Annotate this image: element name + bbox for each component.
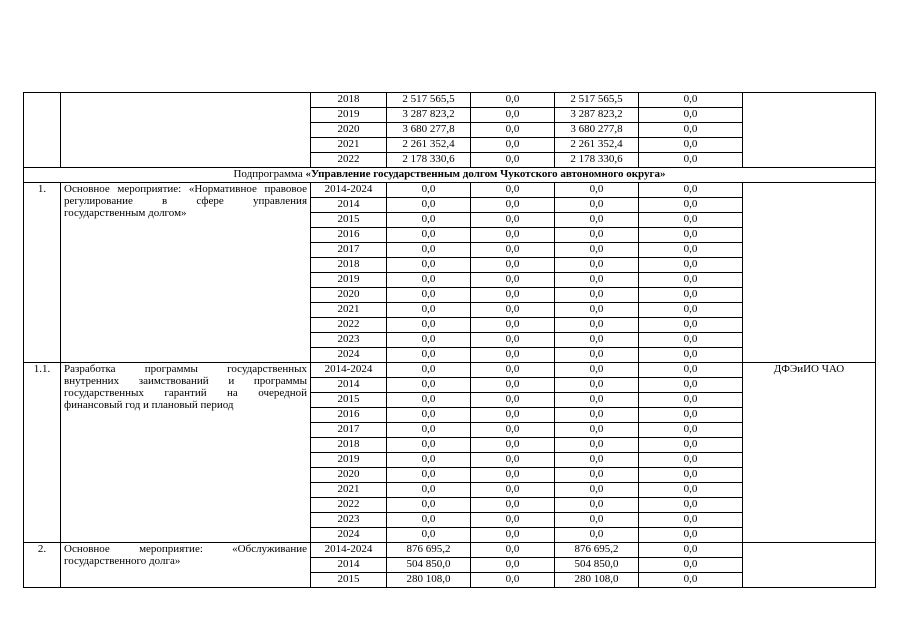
year-cell: 2020 (311, 468, 387, 483)
subprogram-row (24, 168, 876, 183)
regional-budget-cell: 3 680 277,8 (555, 123, 639, 138)
total-cell: 0,0 (387, 438, 471, 453)
other-sources-cell: 0,0 (639, 363, 743, 378)
year-cell: 2020 (311, 288, 387, 303)
other-sources-cell: 0,0 (639, 333, 743, 348)
federal-budget-cell: 0,0 (471, 93, 555, 108)
total-cell: 0,0 (387, 198, 471, 213)
regional-budget-cell: 0,0 (555, 483, 639, 498)
year-cell: 2019 (311, 108, 387, 123)
other-sources-cell: 0,0 (639, 393, 743, 408)
regional-budget-cell: 2 517 565,5 (555, 93, 639, 108)
other-sources-cell: 0,0 (639, 318, 743, 333)
total-cell: 0,0 (387, 273, 471, 288)
regional-budget-cell: 0,0 (555, 183, 639, 198)
federal-budget-cell: 0,0 (471, 513, 555, 528)
federal-budget-cell: 0,0 (471, 273, 555, 288)
regional-budget-cell: 3 287 823,2 (555, 108, 639, 123)
other-sources-cell: 0,0 (639, 303, 743, 318)
federal-budget-cell: 0,0 (471, 558, 555, 573)
federal-budget-cell: 0,0 (471, 228, 555, 243)
total-cell: 3 680 277,8 (387, 123, 471, 138)
other-sources-cell: 0,0 (639, 513, 743, 528)
federal-budget-cell: 0,0 (471, 198, 555, 213)
federal-budget-cell: 0,0 (471, 498, 555, 513)
other-sources-cell: 0,0 (639, 408, 743, 423)
year-cell: 2016 (311, 408, 387, 423)
federal-budget-cell: 0,0 (471, 573, 555, 588)
regional-budget-cell: 0,0 (555, 288, 639, 303)
year-cell: 2015 (311, 573, 387, 588)
total-cell: 876 695,2 (387, 543, 471, 558)
federal-budget-cell: 0,0 (471, 183, 555, 198)
item-name-cell (61, 93, 311, 168)
item-number-cell: 2. (24, 543, 61, 588)
year-cell: 2018 (311, 258, 387, 273)
other-sources-cell: 0,0 (639, 228, 743, 243)
total-cell: 0,0 (387, 303, 471, 318)
total-cell: 0,0 (387, 468, 471, 483)
federal-budget-cell: 0,0 (471, 483, 555, 498)
year-cell: 2021 (311, 303, 387, 318)
regional-budget-cell: 0,0 (555, 273, 639, 288)
regional-budget-cell: 0,0 (555, 333, 639, 348)
federal-budget-cell: 0,0 (471, 213, 555, 228)
federal-budget-cell: 0,0 (471, 348, 555, 363)
other-sources-cell: 0,0 (639, 378, 743, 393)
regional-budget-cell: 280 108,0 (555, 573, 639, 588)
other-sources-cell: 0,0 (639, 543, 743, 558)
federal-budget-cell: 0,0 (471, 333, 555, 348)
other-sources-cell: 0,0 (639, 498, 743, 513)
item-number-cell: 1. (24, 183, 61, 363)
other-sources-cell: 0,0 (639, 108, 743, 123)
regional-budget-cell: 0,0 (555, 213, 639, 228)
regional-budget-cell: 0,0 (555, 243, 639, 258)
other-sources-cell: 0,0 (639, 123, 743, 138)
regional-budget-cell: 0,0 (555, 423, 639, 438)
year-cell: 2019 (311, 273, 387, 288)
regional-budget-cell: 0,0 (555, 468, 639, 483)
federal-budget-cell: 0,0 (471, 543, 555, 558)
regional-budget-cell: 0,0 (555, 408, 639, 423)
year-cell: 2014-2024 (311, 183, 387, 198)
regional-budget-cell: 0,0 (555, 528, 639, 543)
federal-budget-cell: 0,0 (471, 378, 555, 393)
year-cell: 2017 (311, 243, 387, 258)
total-cell: 280 108,0 (387, 573, 471, 588)
other-sources-cell: 0,0 (639, 528, 743, 543)
federal-budget-cell: 0,0 (471, 423, 555, 438)
regional-budget-cell: 2 261 352,4 (555, 138, 639, 153)
year-cell: 2018 (311, 93, 387, 108)
federal-budget-cell: 0,0 (471, 258, 555, 273)
total-cell: 0,0 (387, 513, 471, 528)
federal-budget-cell: 0,0 (471, 288, 555, 303)
regional-budget-cell: 0,0 (555, 228, 639, 243)
year-cell: 2021 (311, 138, 387, 153)
total-cell: 0,0 (387, 528, 471, 543)
other-sources-cell: 0,0 (639, 573, 743, 588)
item-name-cell: Разработка программы государственных внутренних заимствований и программы государственных гарантий на очередной финансовый год и плановый период (61, 363, 311, 543)
federal-budget-cell: 0,0 (471, 108, 555, 123)
federal-budget-cell: 0,0 (471, 438, 555, 453)
other-sources-cell: 0,0 (639, 468, 743, 483)
subprogram-heading-cell (24, 168, 876, 183)
federal-budget-cell: 0,0 (471, 453, 555, 468)
subprogram-title: «Управление государственным долгом Чукотского автономного округа» (305, 168, 666, 180)
regional-budget-cell: 0,0 (555, 378, 639, 393)
regional-budget-cell: 0,0 (555, 318, 639, 333)
year-cell: 2022 (311, 153, 387, 168)
other-sources-cell: 0,0 (639, 243, 743, 258)
year-cell: 2014 (311, 198, 387, 213)
total-cell: 2 178 330,6 (387, 153, 471, 168)
item-number-cell (24, 93, 61, 168)
total-cell: 504 850,0 (387, 558, 471, 573)
other-sources-cell: 0,0 (639, 138, 743, 153)
item-name-cell: Основное мероприятие: «Нормативное правовое регулирование в сфере управления государственным долгом» (61, 183, 311, 363)
regional-budget-cell: 0,0 (555, 513, 639, 528)
total-cell: 2 261 352,4 (387, 138, 471, 153)
year-cell: 2021 (311, 483, 387, 498)
year-cell: 2024 (311, 528, 387, 543)
year-cell: 2015 (311, 213, 387, 228)
year-cell: 2015 (311, 393, 387, 408)
regional-budget-cell: 0,0 (555, 303, 639, 318)
federal-budget-cell: 0,0 (471, 318, 555, 333)
other-sources-cell: 0,0 (639, 453, 743, 468)
other-sources-cell: 0,0 (639, 423, 743, 438)
total-cell: 0,0 (387, 483, 471, 498)
budget-table (23, 92, 876, 588)
other-sources-cell: 0,0 (639, 438, 743, 453)
total-cell: 0,0 (387, 408, 471, 423)
federal-budget-cell: 0,0 (471, 123, 555, 138)
federal-budget-cell: 0,0 (471, 153, 555, 168)
regional-budget-cell: 0,0 (555, 438, 639, 453)
federal-budget-cell: 0,0 (471, 528, 555, 543)
total-cell: 0,0 (387, 243, 471, 258)
year-cell: 2014-2024 (311, 363, 387, 378)
other-sources-cell: 0,0 (639, 183, 743, 198)
year-cell: 2014 (311, 558, 387, 573)
federal-budget-cell: 0,0 (471, 363, 555, 378)
regional-budget-cell: 0,0 (555, 348, 639, 363)
federal-budget-cell: 0,0 (471, 138, 555, 153)
item-number-cell: 1.1. (24, 363, 61, 543)
regional-budget-cell: 504 850,0 (555, 558, 639, 573)
executor-cell (743, 543, 876, 588)
table-row (24, 543, 876, 558)
total-cell: 0,0 (387, 423, 471, 438)
executor-cell: ДФЭиИО ЧАО (743, 363, 876, 543)
other-sources-cell: 0,0 (639, 258, 743, 273)
other-sources-cell: 0,0 (639, 273, 743, 288)
regional-budget-cell: 0,0 (555, 453, 639, 468)
total-cell: 3 287 823,2 (387, 108, 471, 123)
regional-budget-cell: 0,0 (555, 393, 639, 408)
other-sources-cell: 0,0 (639, 348, 743, 363)
total-cell: 0,0 (387, 378, 471, 393)
other-sources-cell: 0,0 (639, 558, 743, 573)
year-cell: 2020 (311, 123, 387, 138)
year-cell: 2018 (311, 438, 387, 453)
total-cell: 0,0 (387, 363, 471, 378)
item-name-cell: Основное мероприятие: «Обслуживание государственного долга» (61, 543, 311, 588)
year-cell: 2024 (311, 348, 387, 363)
year-cell: 2023 (311, 333, 387, 348)
regional-budget-cell: 0,0 (555, 498, 639, 513)
total-cell: 0,0 (387, 318, 471, 333)
year-cell: 2022 (311, 318, 387, 333)
federal-budget-cell: 0,0 (471, 468, 555, 483)
total-cell: 0,0 (387, 333, 471, 348)
federal-budget-cell: 0,0 (471, 303, 555, 318)
federal-budget-cell: 0,0 (471, 408, 555, 423)
federal-budget-cell: 0,0 (471, 393, 555, 408)
total-cell: 0,0 (387, 348, 471, 363)
year-cell: 2023 (311, 513, 387, 528)
total-cell: 0,0 (387, 183, 471, 198)
total-cell: 0,0 (387, 498, 471, 513)
total-cell: 0,0 (387, 258, 471, 273)
year-cell: 2019 (311, 453, 387, 468)
other-sources-cell: 0,0 (639, 153, 743, 168)
other-sources-cell: 0,0 (639, 198, 743, 213)
regional-budget-cell: 876 695,2 (555, 543, 639, 558)
other-sources-cell: 0,0 (639, 483, 743, 498)
total-cell: 0,0 (387, 213, 471, 228)
table-row (24, 183, 876, 198)
other-sources-cell: 0,0 (639, 93, 743, 108)
total-cell: 0,0 (387, 228, 471, 243)
executor-cell (743, 183, 876, 363)
year-cell: 2016 (311, 228, 387, 243)
regional-budget-cell: 2 178 330,6 (555, 153, 639, 168)
year-cell: 2017 (311, 423, 387, 438)
regional-budget-cell: 0,0 (555, 363, 639, 378)
federal-budget-cell: 0,0 (471, 243, 555, 258)
other-sources-cell: 0,0 (639, 213, 743, 228)
other-sources-cell: 0,0 (639, 288, 743, 303)
table-row (24, 363, 876, 378)
total-cell: 0,0 (387, 453, 471, 468)
total-cell: 0,0 (387, 393, 471, 408)
year-cell: 2022 (311, 498, 387, 513)
regional-budget-cell: 0,0 (555, 258, 639, 273)
total-cell: 0,0 (387, 288, 471, 303)
regional-budget-cell: 0,0 (555, 198, 639, 213)
year-cell: 2014-2024 (311, 543, 387, 558)
table-body (24, 93, 876, 588)
subprogram-prefix: Подпрограмма (233, 168, 306, 180)
year-cell: 2014 (311, 378, 387, 393)
executor-cell (743, 93, 876, 168)
total-cell: 2 517 565,5 (387, 93, 471, 108)
table-row (24, 93, 876, 108)
